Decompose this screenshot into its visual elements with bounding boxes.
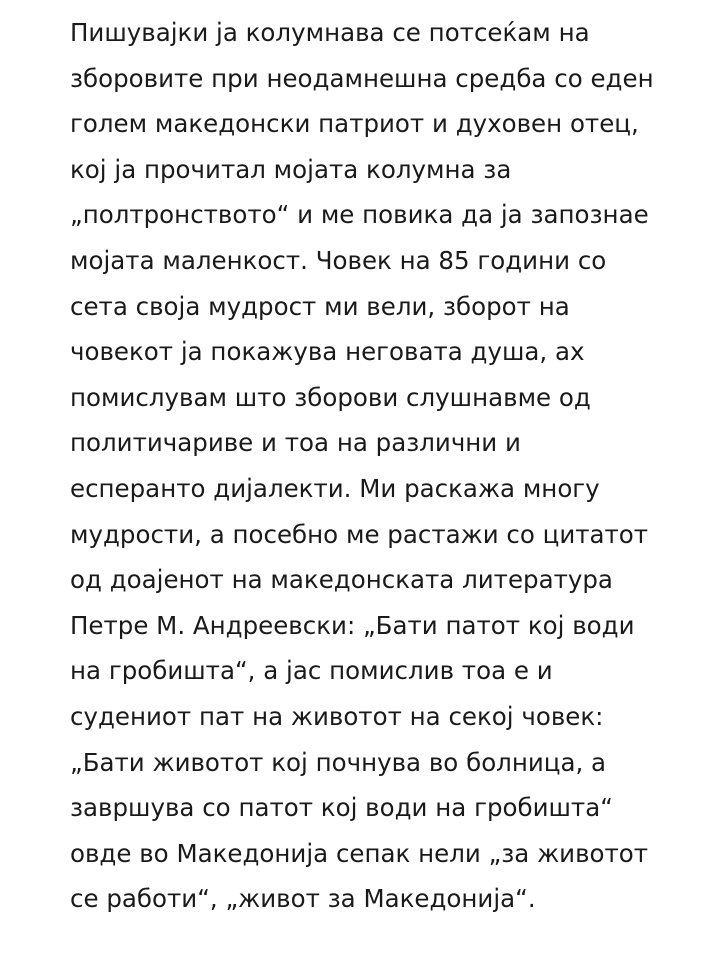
text-line-1: Пишувајки ја колумнава се потсеќам на xyxy=(70,18,590,47)
text-line-11: есперанто дијалекти. Ми раскажа многу xyxy=(70,473,600,503)
text-line-10: политичариве и тоа на различни и xyxy=(70,428,521,458)
text-line-8: човекот ја покажува неговата душа, ах xyxy=(70,337,585,367)
text-line-13: од доајенот на македонската литература xyxy=(70,565,613,595)
text-line-14: Петре М. Андреевски: „Бати патот кој води xyxy=(70,610,635,640)
text-line-17: „Бати животот кој почнува во болница, а xyxy=(70,747,607,777)
text-line-15: на гробишта“, а јас помислив тоа е и xyxy=(70,656,553,686)
text-line-20: се работи“, „живот за Македонија“. xyxy=(70,884,536,914)
text-line-16: судениот пат на животот на секој човек: xyxy=(70,701,604,731)
text-line-7: сета своја мудрост ми вели, зборот на xyxy=(70,291,570,321)
text-line-2: зборовите при неодамнешна средба со еден xyxy=(70,63,654,93)
text-line-9: помислувам што зборови слушнавме од xyxy=(70,382,591,412)
text-line-3: голем македонски патриот и духовен отец, xyxy=(70,109,639,139)
text-line-5: „полтронството“ и ме повика да ја запознае xyxy=(70,200,649,230)
text-line-18: завршува со патот кој води на гробишта“ xyxy=(70,793,613,823)
text-line-6: мојата маленкост. Човек на 85 години со xyxy=(70,245,607,275)
text-line-19: овде во Македонија сепак нели „за животот xyxy=(70,838,649,868)
text-line-4: кој ја прочитал мојата колумна за xyxy=(70,154,512,184)
article-text xyxy=(70,10,690,922)
text-line-12: мудрости, а посебно ме растажи со цитатот xyxy=(70,519,649,549)
